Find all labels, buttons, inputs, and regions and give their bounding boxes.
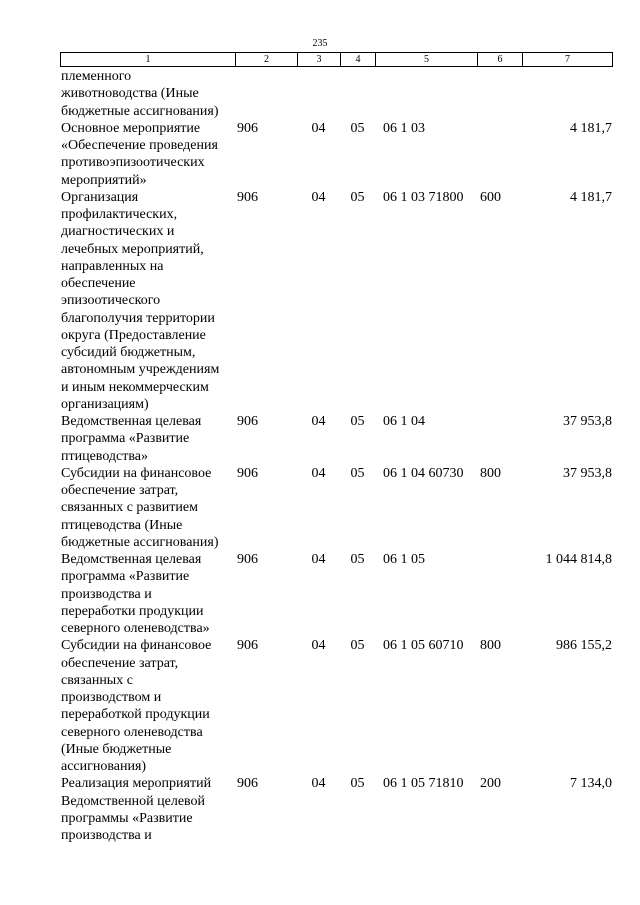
budget-table [60,68,612,844]
cell-amount: 37 953,8 [563,465,612,481]
cell-amount: 986 155,2 [556,638,612,654]
name-line: направленных на [61,258,164,274]
cell-section: 04 [311,414,326,429]
name-line: переработки продукции [61,603,204,619]
name-line: производства и [61,586,152,602]
name-line: бюджетные ассигнования) [61,534,219,550]
cell-expense-type [477,413,522,465]
cell-target-article: 06 1 03 71800 [383,189,464,205]
name-line: производства и [61,828,152,843]
page-number: 235 [312,38,328,49]
cell-ministry-code: 906 [237,414,258,429]
name-line: обеспечение затрат, [61,655,179,671]
cell-ministry-code: 906 [237,465,258,481]
cell-amount: 4 181,7 [570,189,612,205]
name-line: Субсидии на финансовое [61,465,212,481]
name-line: северного оленеводства [61,724,203,740]
table-row [60,637,612,775]
cell-name [60,551,235,637]
name-line: связанных с [61,672,133,688]
header-col-5: 5 [376,53,478,67]
header-col-7: 7 [523,53,613,67]
cell-subsection: 05 [350,638,365,654]
name-line: северного оленеводства» [61,621,210,636]
header-col-2: 2 [236,53,298,67]
cell-ministry-code: 906 [237,638,258,654]
name-line: противоэпизоотических [61,155,205,171]
table-row [60,189,612,413]
name-line: племенного [61,69,132,84]
cell-section: 04 [311,465,326,481]
cell-target-article: 06 1 05 71810 [383,776,464,792]
cell-ministry-code: 906 [237,189,258,205]
cell-expense-type: 600 [480,189,501,205]
cell-expense-type: 800 [480,465,501,481]
cell-target-article [375,68,477,120]
cell-target-article: 06 1 04 [383,414,425,429]
cell-name [60,465,235,551]
cell-target-article: 06 1 05 [383,552,425,567]
name-line: и иным некоммерческим [61,379,209,395]
cell-section: 04 [311,189,326,205]
name-line: переработкой продукции [61,707,210,723]
name-line: Субсидии на финансовое [61,638,212,654]
cell-section [297,68,340,120]
name-line: Ведомственная целевая [61,414,202,429]
cell-name [60,413,235,465]
cell-expense-type [477,551,522,637]
name-line: ассигнования) [61,759,147,774]
table-row [60,413,612,465]
cell-subsection: 05 [350,120,365,136]
cell-expense-type: 200 [480,776,501,792]
cell-name [60,68,235,120]
cell-target-article: 06 1 05 60710 [383,638,464,654]
name-line: округа (Предоставление [61,327,206,343]
cell-expense-type [477,68,522,120]
name-line: Ведомственная целевая [61,552,202,567]
table-row [60,551,612,637]
cell-ministry-code [235,68,297,120]
cell-subsection: 05 [350,189,365,205]
name-line: диагностических и [61,224,175,240]
cell-amount: 7 134,0 [570,776,612,792]
table-row [60,775,612,844]
cell-amount: 4 181,7 [570,120,612,136]
header-col-4: 4 [341,53,376,67]
name-line: обеспечение [61,276,136,291]
name-line: эпизоотического [61,293,161,309]
name-line: организациям) [61,396,149,412]
cell-ministry-code: 906 [237,120,258,136]
name-line: субсидий бюджетным, [61,345,196,360]
cell-name [60,775,235,844]
table-header [60,52,613,67]
name-line: профилактических, [61,207,178,222]
name-line: производством и [61,690,162,705]
cell-name [60,637,235,775]
name-line: обеспечение затрат, [61,483,179,498]
cell-subsection: 05 [350,776,365,792]
cell-subsection: 05 [350,465,365,481]
name-line: «Обеспечение проведения [61,138,218,153]
cell-subsection: 05 [350,552,365,567]
cell-section: 04 [311,776,326,792]
name-line: благополучия территории [61,310,215,326]
name-line: (Иные бюджетные [61,741,172,757]
name-line: птицеводства (Иные [61,517,183,533]
header-col-3: 3 [298,53,341,67]
cell-target-article: 06 1 03 [383,120,425,136]
name-line: Ведомственной целевой [61,793,206,809]
name-line: бюджетные ассигнования) [61,103,219,119]
cell-amount: 1 044 814,8 [545,552,612,567]
header-col-1: 1 [61,53,236,67]
header-col-6: 6 [478,53,523,67]
cell-amount [522,68,612,120]
cell-amount: 37 953,8 [563,414,612,429]
cell-ministry-code: 906 [237,552,258,567]
name-line: лечебных мероприятий, [61,241,204,257]
name-line: птицеводства» [61,448,149,464]
name-line: автономным учреждениям [61,362,220,378]
cell-target-article: 06 1 04 60730 [383,465,464,481]
name-line: мероприятий» [61,172,147,188]
table-row [60,465,612,551]
cell-subsection [340,68,375,120]
cell-ministry-code: 906 [237,776,258,792]
table-row [60,68,612,120]
name-line: связанных с развитием [61,500,198,516]
name-line: Реализация мероприятий [61,776,212,792]
cell-name [60,120,235,189]
name-line: животноводства (Иные [61,86,199,102]
name-line: программа «Развитие [61,431,190,447]
cell-name [60,189,235,413]
cell-expense-type: 800 [480,638,501,654]
cell-expense-type [477,120,522,189]
name-line: программы «Развитие [61,810,193,826]
cell-section: 04 [311,552,326,567]
cell-section: 04 [311,120,326,136]
cell-section: 04 [311,638,326,654]
name-line: Основное мероприятие [61,120,201,136]
table-row [60,120,612,189]
cell-subsection: 05 [350,414,365,429]
name-line: Организация [61,189,139,205]
name-line: программа «Развитие [61,569,190,585]
